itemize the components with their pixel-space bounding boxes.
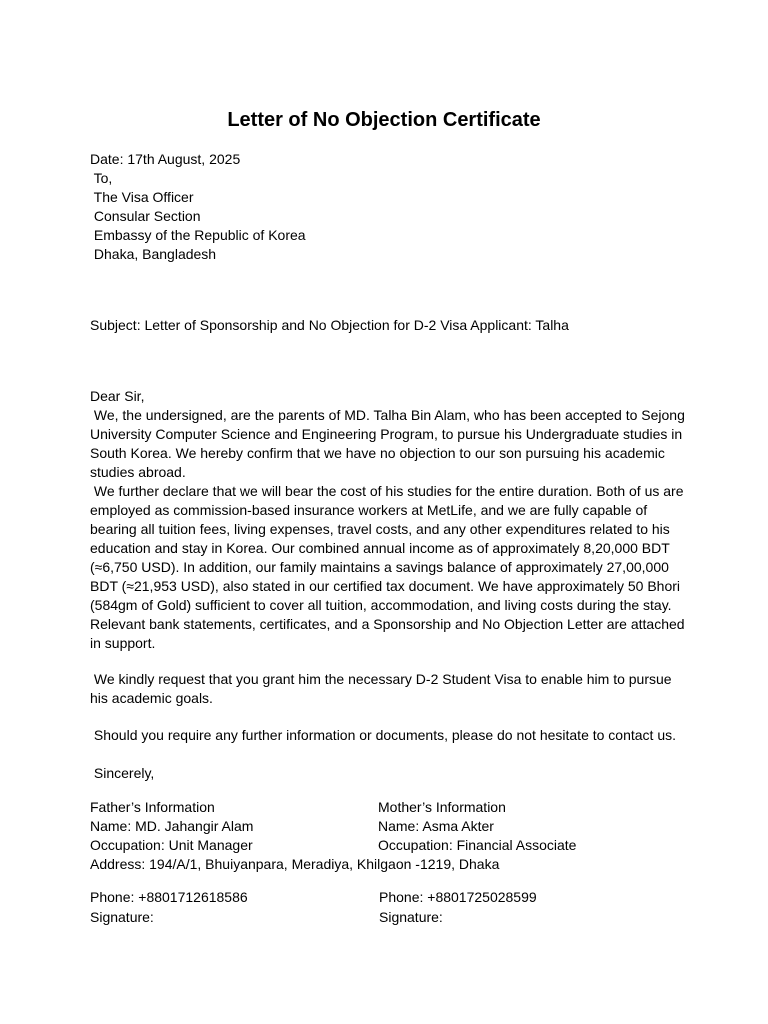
subject-line: Subject: Letter of Sponsorship and No Objection for D-2 Visa Applicant: Talha [90,317,569,333]
father-name: Name: MD. Jahangir Alam [90,818,254,834]
father-occupation: Occupation: Unit Manager [90,837,253,853]
body-paragraph-1 [90,387,690,653]
paragraph-line: employed as commission-based insurance workers at MetLife, and we are fully capable of [90,502,648,518]
paragraph-line: bearing all tuition fees, living expenses, travel costs, and any other expenditures related to his [90,521,670,537]
mother-info-heading: Mother’s Information [378,799,506,815]
father-signature: Signature: [90,909,154,925]
father-phone: Phone: +8801712618586 [90,889,248,905]
recipient-block [90,150,690,264]
mother-occupation: Occupation: Financial Associate [378,837,577,853]
paragraph-line: We further declare that we will bear the cost of his studies for the entire duration. Both of us are [90,483,684,499]
paragraph-line: studies abroad. [90,464,186,480]
paragraph-line: University Computer Science and Engineering Program, to pursue his Undergraduate studies in [90,426,683,442]
paragraph-line: We kindly request that you grant him the necessary D-2 Student Visa to enable him to pursue [90,671,672,687]
address-line: Dhaka, Bangladesh [90,246,217,262]
paragraph-line: (≈6,750 USD). In addition, our family maintains a savings balance of approximately 27,00,000 [90,559,669,575]
body-paragraph-4: Should you require any further information or documents, please do not hesitate to contact us. [90,727,677,743]
closing: Sincerely, [90,765,155,781]
paragraph-line: BDT (≈21,953 USD), also stated in our certified tax document. We have approximately 50 Bhori [90,578,681,594]
address-line: The Visa Officer [90,189,194,205]
address-line: Consular Section [90,208,201,224]
mother-signature: Signature: [379,909,443,925]
address-line: Embassy of the Republic of Korea [90,227,306,243]
salutation: Dear Sir, [90,388,145,404]
mother-name: Name: Asma Akter [378,818,494,834]
document-title: Letter of No Objection Certificate [227,109,541,131]
body-paragraph-3 [90,670,690,708]
letter-date: Date: 17th August, 2025 [90,151,241,167]
paragraph-line: education and stay in Korea. Our combined annual income as of approximately 8,20,000 BDT [90,540,670,556]
mother-phone: Phone: +8801725028599 [379,889,537,905]
family-address: Address: 194/A/1, Bhuiyanpara, Meradiya, Khilgaon -1219, Dhaka [90,856,500,872]
paragraph-line: (584gm of Gold) sufficient to cover all tuition, accommodation, and living costs during the stay. [90,597,672,613]
paragraph-line: South Korea. We hereby confirm that we have no objection to our son pursuing his academic [90,445,665,461]
paragraph-line: in support. [90,635,156,651]
paragraph-line: Relevant bank statements, certificates, and a Sponsorship and No Objection Letter are attached [90,616,685,632]
father-info-heading: Father’s Information [90,799,215,815]
address-line: To, [90,170,113,186]
paragraph-line: his academic goals. [90,690,213,706]
paragraph-line: We, the undersigned, are the parents of MD. Talha Bin Alam, who has been accepted to Sejong [90,407,685,423]
